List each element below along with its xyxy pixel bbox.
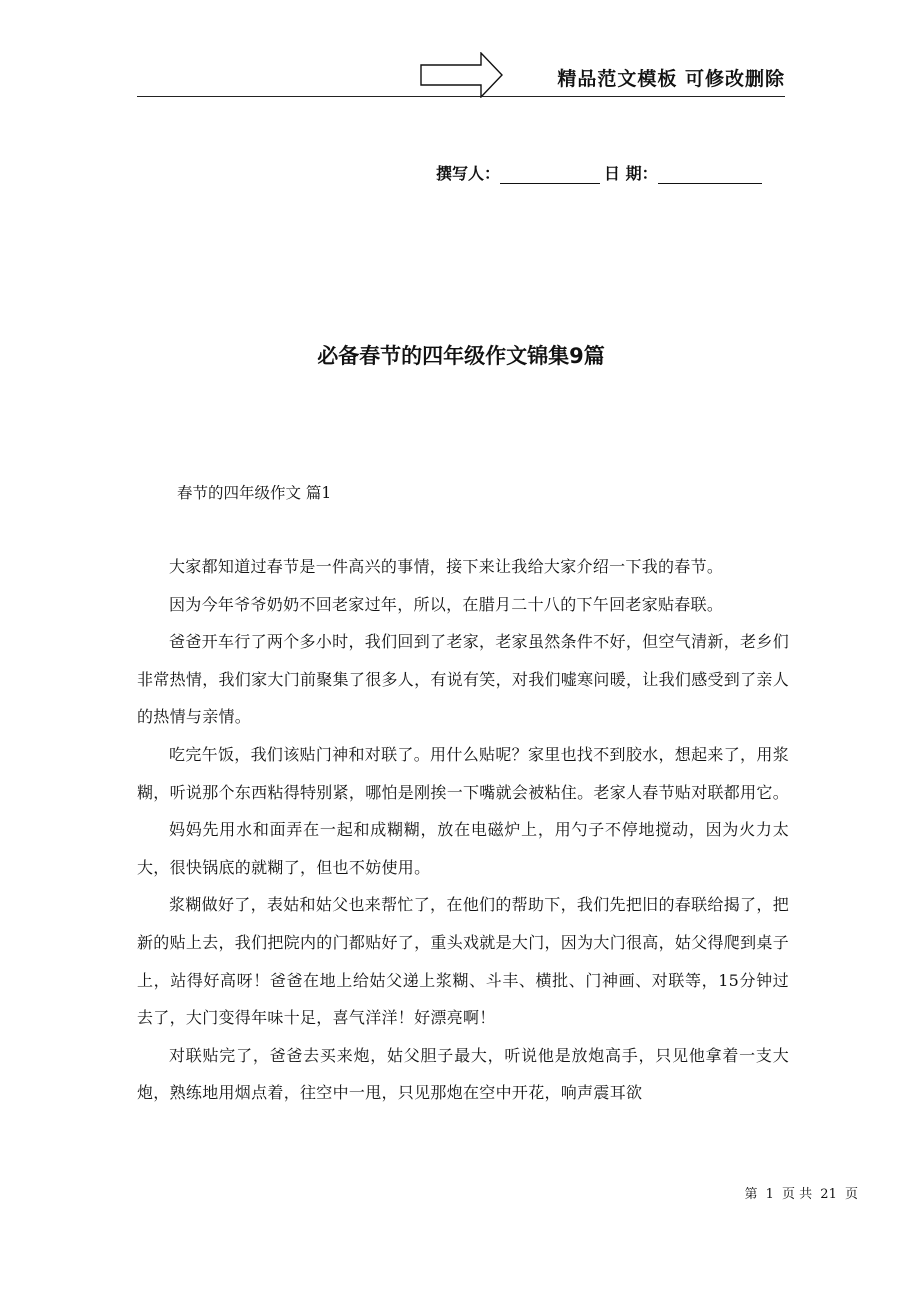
body-text (137, 548, 789, 1112)
current-page-number: 1 (765, 1187, 774, 1202)
date-blank (658, 165, 762, 184)
header-title: 精品范文模板 可修改删除 (557, 68, 785, 90)
total-page-count: 21 (820, 1187, 837, 1202)
date-label: 日 期： (604, 164, 658, 183)
author-label: 撰写人： (436, 164, 501, 183)
header-divider (137, 96, 785, 97)
arrow-right-icon (420, 52, 504, 98)
paragraph: 对联贴完了，爸爸去买来炮，姑父胆子最大，听说他是放炮高手，只见他拿着一支大炮，熟练地用烟点着，往空中一甩，只见那炮在空中开花，响声震耳欲 (137, 1045, 789, 1103)
paragraph: 吃完午饭，我们该贴门神和对联了。用什么贴呢？家里也找不到胶水，想起来了，用浆糊，听说那个东西粘得特别紧，哪怕是刚挨一下嘴就会被粘住。老家人春节贴对联都用它。 (137, 744, 790, 802)
paragraph: 大家都知道过春节是一件高兴的事情，接下来让我给大家介绍一下我的春节。 (169, 557, 724, 576)
paragraph: 浆糊做好了，表姑和姑父也来帮忙了，在他们的帮助下，我们先把旧的春联给揭了，把新的贴上去，我们把院内的门都贴好了，重头戏就是大门，因为大门很高，姑父得爬到桌子上，站得好高呀！爸爸在地上给姑父递上浆糊、斗丰、横批、门神画、对联等，15分钟过去了，大门变得年味十足，喜气洋洋！好漂亮啊！ (137, 895, 790, 1028)
author-date-row (436, 162, 786, 184)
paragraph: 妈妈先用水和面弄在一起和成糊糊，放在电磁炉上，用勺子不停地搅动，因为火力太大，很快锅底的就糊了，但也不妨使用。 (137, 820, 789, 877)
document-title: 必备春节的四年级作文锦集9篇 (317, 344, 605, 368)
footer-prefix: 第 (744, 1187, 758, 1202)
section-heading: 春节的四年级作文 篇1 (177, 484, 332, 502)
author-blank (500, 165, 600, 184)
paragraph: 因为今年爷爷奶奶不回老家过年，所以，在腊月二十八的下午回老家贴春联。 (169, 594, 724, 614)
footer-suffix: 页 (844, 1187, 858, 1202)
footer-middle: 页 共 (782, 1187, 813, 1202)
page-footer (720, 1183, 860, 1202)
paragraph: 爸爸开车行了两个多小时，我们回到了老家，老家虽然条件不好，但空气清新，老乡们非常热情，我们家大门前聚集了很多人，有说有笑，对我们嘘寒问暖，让我们感受到了亲人的热情与亲情。 (137, 632, 790, 727)
